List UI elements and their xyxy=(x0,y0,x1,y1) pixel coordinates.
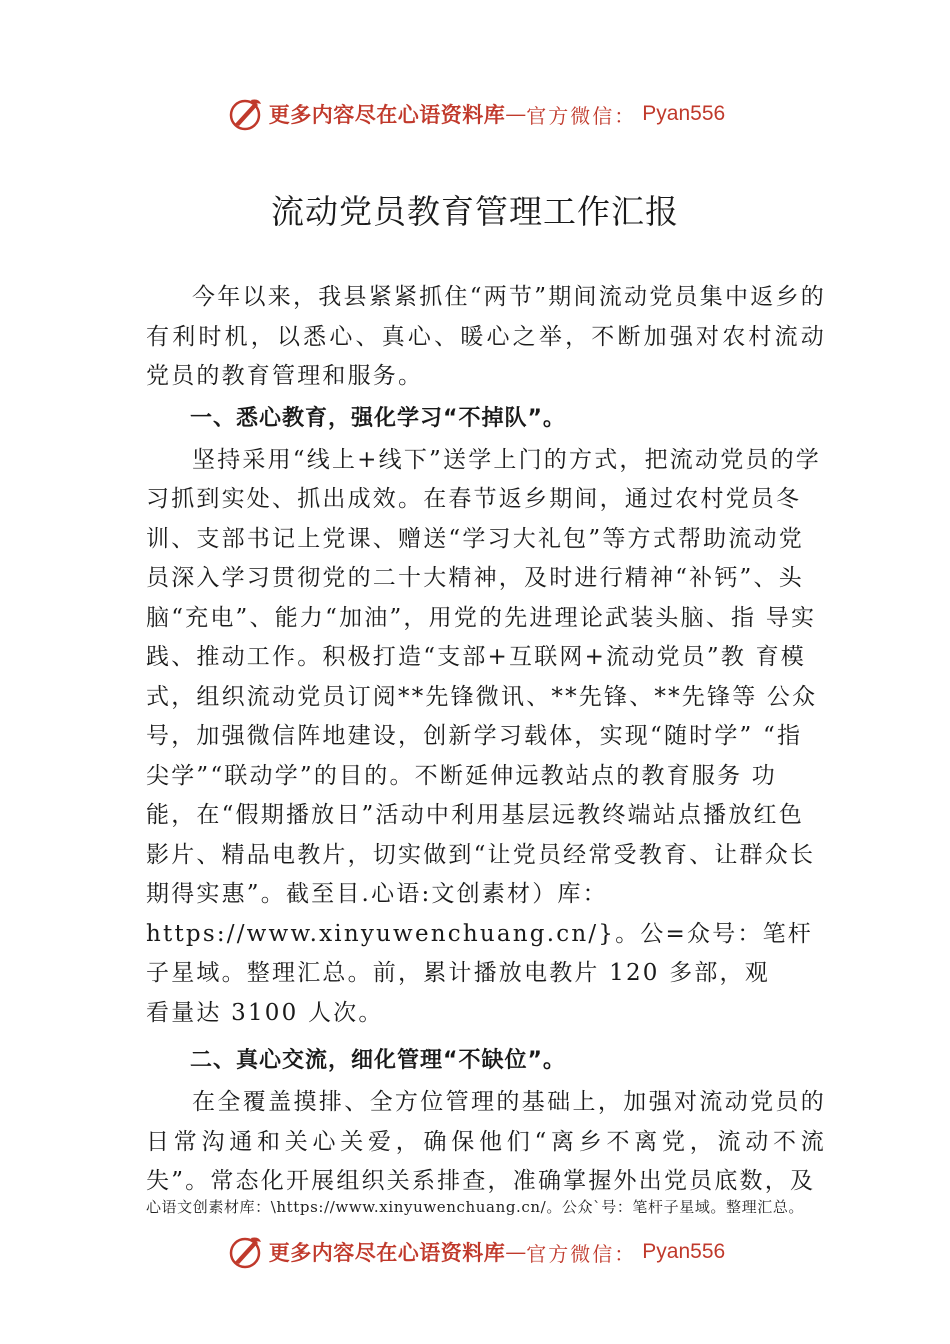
banner-wechat-label: 官方微信： xyxy=(526,103,637,128)
footer-banner-separator: — xyxy=(505,1240,527,1264)
banner-separator: — xyxy=(505,102,527,126)
section1-paragraph: 坚持采用“线上+线下”送学上门的方式，把流动党员的学习抓到实处、抓出成效。在春节返乡期间，通过农村党员冬训、支部书记上党课、赠送“学习大礼包”等方式帮助流动党员深入学习贯彻党的二十大精神，及时进行精神“补钙”、头脑“充电”、能力“加油”，用党的先进理论武装头脑、指 导实践、推动工作。积极打造“支部+互联网+流动党员”教 育模式，组织流动党员订阅**先锋微讯、**先锋、**先锋等 公众号，加强微信阵地建设，创新学习载体，实现“随时学” “指尖学”“联动学”的目的。不断延伸远教站点的教育服务 功能，在“假期播放日”活动中利用基层远教终端站点播放红色影片、精品电教片，切实做到“让党员经常受教育、让群众长期得实惠”。截至目.心语:文创素材）库：https://www.xinyuwenchuang.cn/}。公=众号：笔杆子星域。整理汇总。前，累计播放电教片 120 多部，观 xyxy=(146,446,821,986)
banner-wechat-id: Pyan556 xyxy=(642,102,726,125)
quill-logo-icon xyxy=(225,94,265,134)
intro-paragraph: 今年以来，我县紧紧抓住“两节”期间流动党员集中返乡的有利时机，以悉心、真心、暖心之举，不断加强对农村流动党员的教育管理和服务。 xyxy=(146,284,826,389)
footer-banner xyxy=(0,1230,950,1274)
section1-paragraph-tail: 看量达 3100 人次。 xyxy=(146,999,384,1026)
document-body xyxy=(146,278,826,1202)
header-banner xyxy=(0,92,950,136)
section2-heading: 二、真心交流，细化管理“不缺位”。 xyxy=(190,1048,566,1073)
section2-paragraph: 在全覆盖摸排、全方位管理的基础上，加强对流动党员的日常沟通和关心关爱，确保他们“离乡不离党，流动不流失”。常态化开展组织关系排查，准确掌握外出党员底数，及 xyxy=(146,1089,826,1194)
section1-heading: 一、悉心教育，强化学习“不掉队”。 xyxy=(190,405,566,431)
footer-banner-brand-text: 更多内容尽在心语资料库 xyxy=(268,1240,506,1265)
document-title: 流动党员教育管理工作汇报 xyxy=(271,192,679,231)
quill-logo-icon xyxy=(225,1232,265,1272)
footer-note: 心语文创素材库：\https://www.xinyuwenchuang.cn/。公众`号：笔杆子星域。整理汇总。 xyxy=(145,1198,805,1216)
footer-banner-wechat-label: 官方微信： xyxy=(526,1241,637,1266)
footer-banner-wechat-id: Pyan556 xyxy=(642,1240,726,1263)
banner-brand-text: 更多内容尽在心语资料库 xyxy=(268,102,506,127)
